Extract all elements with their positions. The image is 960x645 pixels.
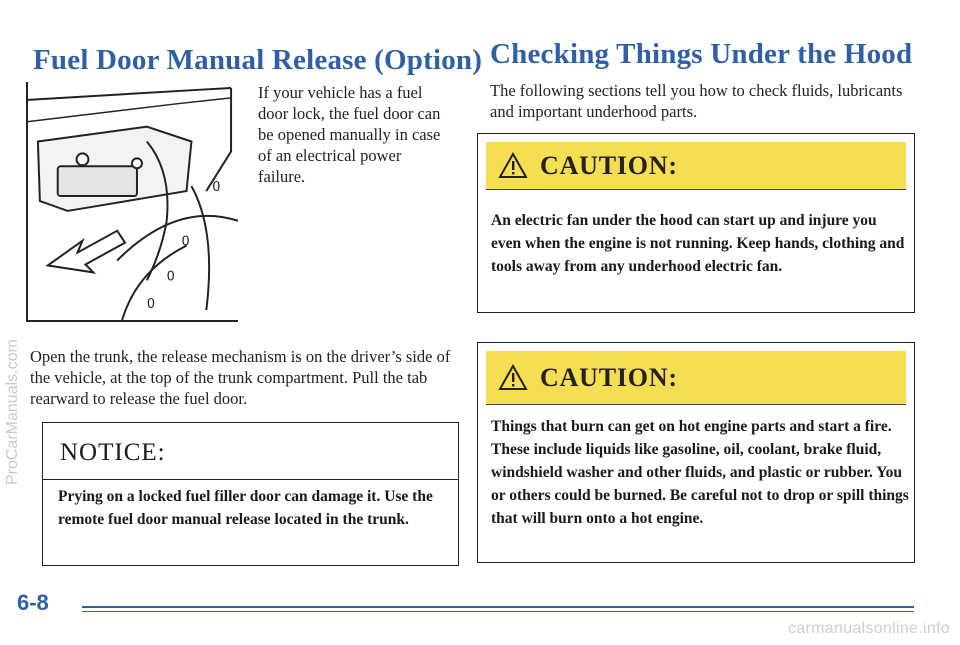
under-hood-intro: The following sections tell you how to check fluids, lubricants and important underhood parts. [490,81,903,121]
caution-body: Things that burn can get on hot engine parts and start a fire. These include liquids like gasoline, oil, coolant, brake fluid, windshield washer and other fluids, and plastic or rubber. You or others could be burned. Be careful not to drop or spill things that will burn onto a hot engine. [491,418,909,527]
notice-body: Prying on a locked fuel filler door can damage it. Use the remote fuel door manual release located in the trunk. [58,488,433,528]
trunk-release-instructions: Open the trunk, the release mechanism is on the driver’s side of the vehicle, at the top of the trunk compartment. Pull the tab rearward to release the fuel door. [30,347,451,408]
page-number: 6-8 [17,590,49,615]
under-hood-heading: Checking Things Under the Hood [490,38,913,70]
notice-title: NOTICE: [60,439,166,466]
footer-site-watermark: carmanualsonline.info [788,620,950,637]
svg-text:0: 0 [166,269,175,285]
release-mechanism-drawing [28,82,238,320]
fuel-door-heading: Fuel Door Manual Release (Option) [33,44,483,76]
caution-box-electric-fan [477,133,915,313]
side-watermark: ProCarManuals.com [4,339,21,485]
footer-rule [82,611,914,612]
caution-body: An electric fan under the hood can start up and injure you even when the engine is not running. Keep hands, clothing and tools away from any underhood electric fan. [491,212,905,275]
fuel-door-release-illustration [26,82,238,322]
svg-text:0: 0 [146,297,156,313]
footer-rule [82,606,914,608]
notice-box [42,422,459,566]
caution-title: CAUTION: [540,150,678,180]
svg-text:0: 0 [181,234,190,250]
caution-title: CAUTION: [540,362,678,392]
caution-header [486,142,906,190]
svg-text:0: 0 [212,180,221,196]
fuel-door-lock-description: If your vehicle has a fuel door lock, the fuel door can be opened manually in case of an electrical power failure. [258,83,441,186]
caution-header [486,351,906,405]
caution-box-hot-engine [477,342,915,563]
warning-triangle-icon [498,364,528,391]
notice-divider [43,479,458,480]
warning-triangle-icon [498,152,528,179]
